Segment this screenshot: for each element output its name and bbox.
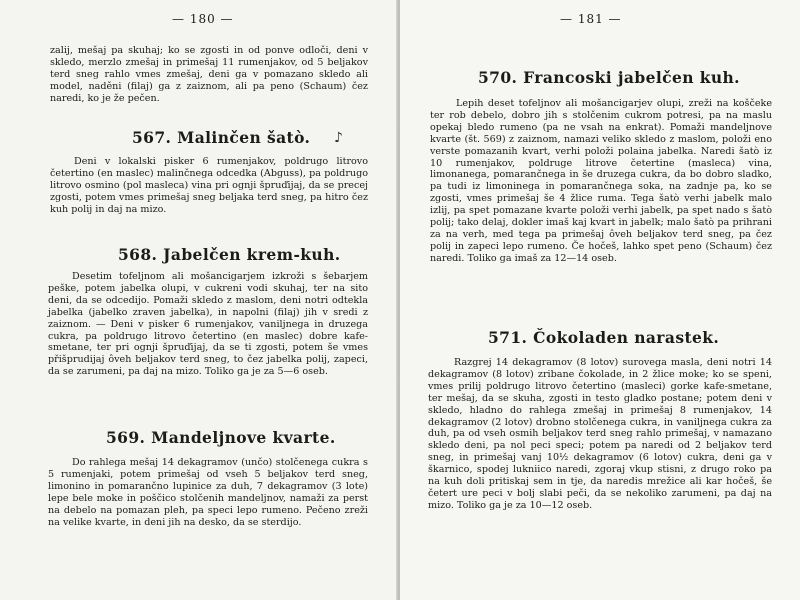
recipe-570-body: Lepih deset tofeljnov ali mošancigarjev olupi, zreži na koščeke ter rob debelo, dobro jih s stolčenim cukrom potresi, pa na maslu opekaj bledo rumeno (pa ne vsah na enkrat). Pomaži mandeljnove kvarte (št. 569) z zaiznom, namazi veliko skledo z maslom, položi eno verste pomazanih kvart, verhi položi polaina jabelka. Naredi šatò iz 10 rumenjakov, poldruge litrove četertine (masleca) vina, limonanega, pomarančnega in še druzega cukra, da bo dobro sladko, pa tudi iz limoninega in pomarančnega soka, na zadnje pa, ko se zgosti, vmes primešaj še 4 žlice ruma. Tega šatò verhi jabelk malo izlij, pa spet pomazane kvarte položi verhi jabelk, pa spet nado s šatò polij; tako delaj, dokler imaš kaj kvart in jabelk; malo šatò pa prihrani za na verh, med tega pa primešaj ôveh beljakov terd sneg, pa čez polij in zapeci lepo rumeno. Če hočeš, lahko spet peno (Schaum) čez naredi. Toliko ga imaš za 12—14 oseb. [430, 98, 772, 264]
recipe-568-body: Desetim tofeljnom ali mošancigarjem izkroži s šebarjem peške, potem jabelka olupi, v cukreni vodi skuhaj, ter na sito deni, da se odcedijo. Pomaži skledo z maslom, deni notri odtekla jabelka (jabelko zraven jabelka), in napolni (filaj) jih v sredi z zaiznom. — Deni v pisker 6 rumenjakov, vaniljnega in druzega cukra, pa poldrugo litrovo četertino (en maslec) dobre kafe-smetane, ter pri ognji špruďijaj, da se ti zgosti, potem še vmes přišprudijaj ôveh beljakov terd sneg, to čez jabelka polij, zapeci, da se zarumeni, pa daj na mizo. Toliko ga je za 5—6 oseb. [48, 271, 368, 378]
recipe-567-title: 567. Malinčen šatò. [132, 128, 311, 147]
recipe-569-title: 569. Mandeljnove kvarte. [106, 428, 336, 447]
recipe-567-body: Deni v lokalski pisker 6 rumenjakov, poldrugo litrovo četertino (en maslec) malinčnega odcedka (Abguss), pa poldrugo litrovo osmino (pol masleca) vina pri ognji špruďijaj, da se precej zgosti, potem vmes primešaj sneg beljaka terd sneg, pa hitro čez kuh polij in daj na mizo. [50, 156, 368, 215]
recipe-571-body: Razgrej 14 dekagramov (8 lotov) surovega masla, deni notri 14 dekagramov (8 lotov) zribane čokolade, in 2 žlice moke; ko se speni, vmes prilij poldrugo litrovo četertino (masleci) gorke kafe-smetane, ter mešaj, da se skuha, zgosti in testo gladko postane; potem deni v skledo, hladno do rahlega zmešaj in primešaj 8 rumenjakov, 14 dekagramov (2 lotov) drobno stolčenega cukra, in vaniljnega cukra za duh, pa od vseh osmih beljakov terd sneg rahlo primešaj, v namazano skledo deni, pa nol peci speci; potem pa naredi od 2 beljakov terd sneg, in primešaj vanj 10½ dekagramov (6 lotov) cukra, deni ga v škarnico, spodej lukniico naredi, zgoraj vkup stisni, z drugo roko pa na kuh doli pritiskaj sem in tje, da naredis mrežice ali kar hočeš, še četert ure peci v bolj slabi peči, da se nekoliko zarumeni, pa daj na mizo. Toliko ga je za 10—12 oseb. [428, 357, 772, 511]
page-number-right: — 181 — [560, 12, 622, 26]
recipe-571-title: 571. Čokoladen narastek. [488, 328, 720, 347]
recipe-569-body: Do rahlega mešaj 14 dekagramov (unčo) stolčenega cukra s 5 rumenjaki, potem primešaj od vseh 5 beljakov terd sneg, limonino in pomarančno lupinice za duh, 7 dekagramov (3 lote) lepe bele moke in poščico stolčenih mandeljnov, namaži za perst na debelo na pomazan pleh, pa speci lepo rumeno. Pečeno zreži na velike kvarte, in deni jih na desko, da se sterdijo. [48, 457, 368, 528]
page-number-left: — 180 — [172, 12, 234, 26]
recipe-568-title: 568. Jabelčen krem-kuh. [118, 245, 341, 264]
left-page [0, 0, 398, 600]
continued-recipe-text: zalij, mešaj pa skuhaj; ko se zgosti in od ponve odloči, deni v skledo, merzlo zmešaj in primešaj 11 rumenjakov, od 5 beljakov terd sneg rahlo vmes zmešaj, deni ga v pomazano skledo ali model, naděni (filaj) ga z zaiznom, ali pa peno (Schaum) čez naredi, ko je že pečen. [50, 45, 368, 104]
ink-mark-icon: ♪ [334, 130, 343, 146]
recipe-570-title: 570. Francoski jabelčen kuh. [478, 68, 740, 87]
right-page [400, 0, 800, 600]
